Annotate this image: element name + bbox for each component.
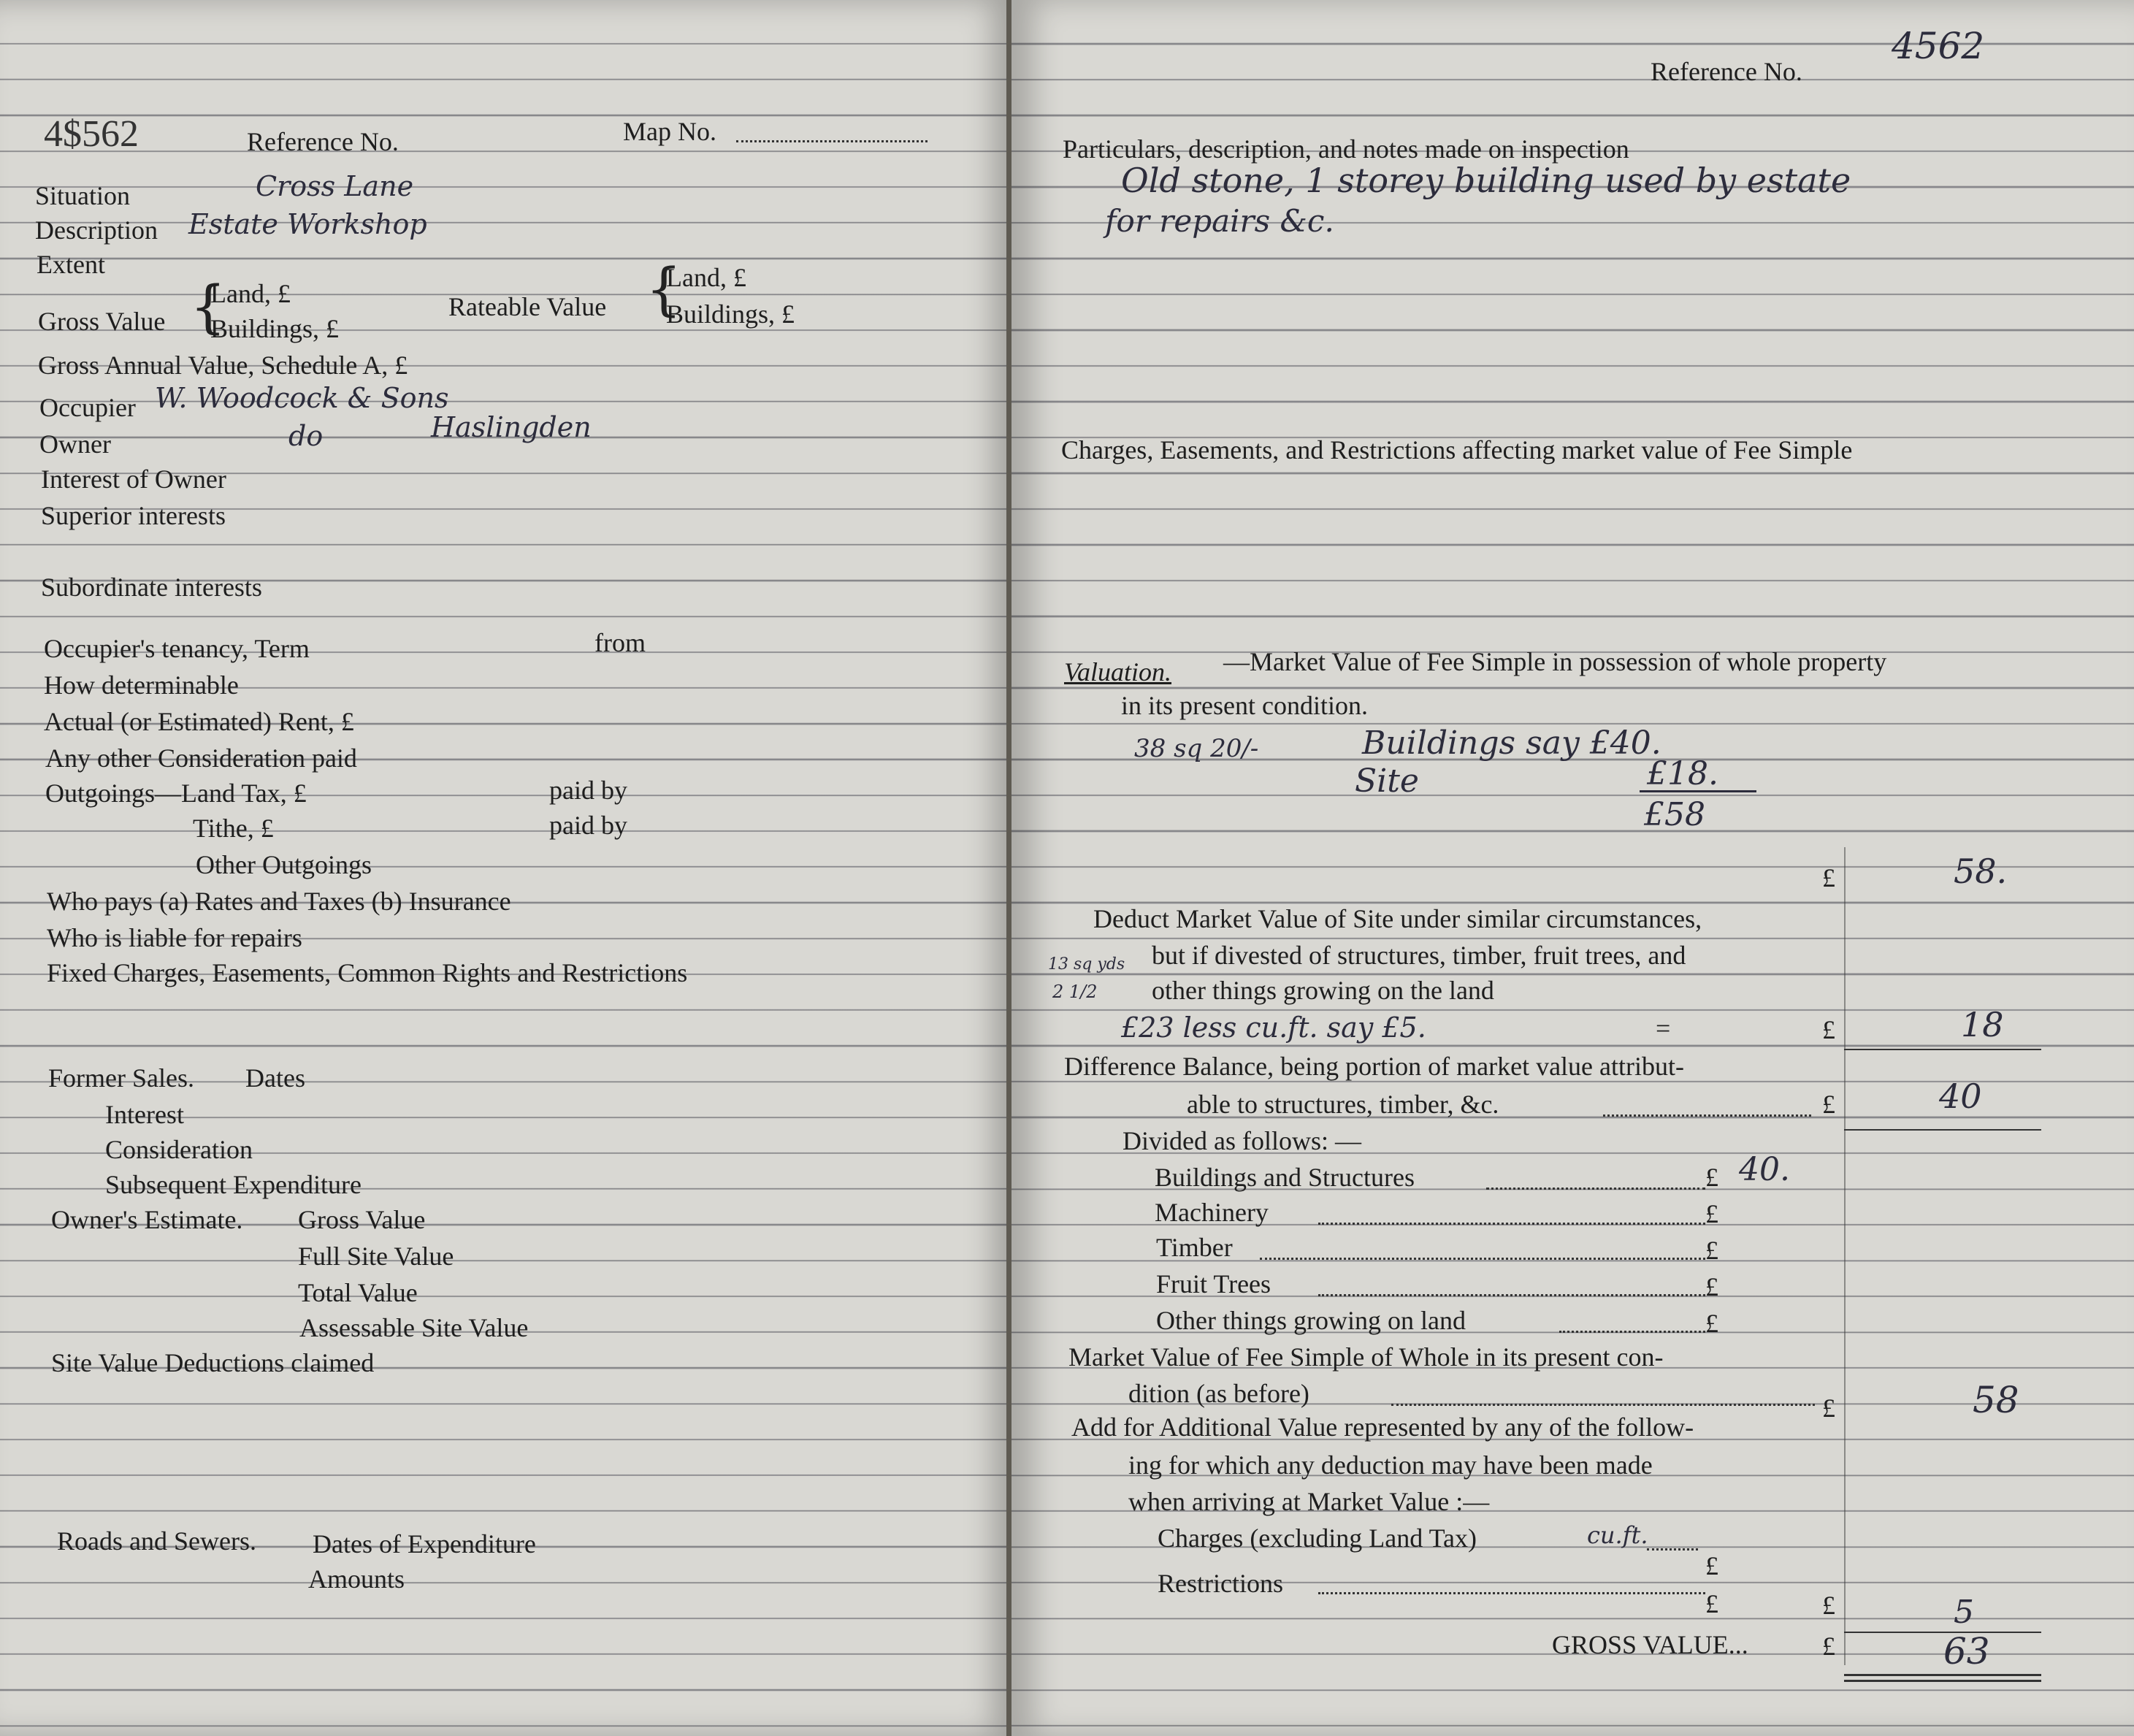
- valuation-label: Valuation.: [1064, 657, 1172, 687]
- deduct-calc: £23 less cu.ft. say £5.: [1121, 1012, 1426, 1044]
- owner-label: Owner: [39, 429, 111, 459]
- tenancy-label: Occupier's tenancy, Term: [44, 634, 310, 663]
- pound-timber: £: [1705, 1236, 1718, 1265]
- add-line1: Add for Additional Value represented by any of the follow-: [1071, 1412, 1694, 1442]
- machinery-label: Machinery: [1155, 1198, 1269, 1227]
- machinery-dots: [1318, 1223, 1705, 1225]
- pound-other-things: £: [1705, 1309, 1718, 1338]
- rent-label: Actual (or Estimated) Rent, £: [44, 707, 354, 736]
- margin-note-1: 13 sq yds: [1048, 955, 1125, 974]
- owner-value: do: [288, 420, 324, 452]
- site-value-deductions-label: Site Value Deductions claimed: [51, 1348, 375, 1377]
- calc-note: 38 sq 20/-: [1134, 734, 1259, 763]
- pound-sign-4: £: [1822, 1393, 1835, 1423]
- dates-expenditure-label: Dates of Expenditure: [313, 1529, 536, 1559]
- add-line2: ing for which any deduction may have been made: [1128, 1450, 1653, 1480]
- market-value-line1: Market Value of Fee Simple of Whole in its present con-: [1068, 1342, 1664, 1372]
- roads-sewers-label: Roads and Sewers.: [57, 1526, 256, 1556]
- divided-label: Divided as follows: —: [1123, 1126, 1361, 1155]
- description-label: Description: [35, 215, 158, 245]
- rateable-value-brace: {: [646, 257, 682, 323]
- rule-gross-1: [1844, 1674, 2041, 1676]
- rule-difference: [1844, 1129, 2041, 1131]
- value-gross-total: 63: [1943, 1630, 1990, 1672]
- pound-sign-3: £: [1822, 1090, 1835, 1119]
- estimate-gross-value-label: Gross Value: [298, 1205, 426, 1234]
- pound-restrictions-total: £: [1822, 1591, 1835, 1620]
- rateable-buildings-label: Buildings, £: [666, 299, 795, 329]
- pound-sign-1: £: [1822, 863, 1835, 892]
- timber-dots: [1260, 1258, 1705, 1260]
- rateable-value-label: Rateable Value: [448, 292, 607, 321]
- value-additional: 5: [1954, 1594, 1974, 1631]
- value-difference: 40: [1939, 1077, 1982, 1116]
- gross-buildings-label: Buildings, £: [210, 314, 340, 343]
- valuation-text-line2: in its present condition.: [1121, 691, 1368, 720]
- interest-owner-label: Interest of Owner: [41, 464, 226, 494]
- gross-land-label: Land, £: [210, 279, 291, 308]
- occupier-label: Occupier: [39, 393, 136, 422]
- difference-line2: able to structures, timber, &c.: [1187, 1090, 1499, 1119]
- subsequent-expenditure-label: Subsequent Expenditure: [105, 1170, 362, 1199]
- margin-note-2: 2 1/2: [1052, 982, 1098, 1002]
- charges-dots: [1647, 1548, 1698, 1550]
- gross-annual-label: Gross Annual Value, Schedule A, £: [38, 351, 408, 380]
- right-page: [1011, 0, 2134, 1736]
- deduct-line2: but if divested of structures, timber, fruit trees, and: [1152, 941, 1686, 970]
- particulars-note-line1: Old stone, 1 storey building used by estate: [1121, 161, 1851, 200]
- full-site-value-label: Full Site Value: [298, 1242, 454, 1271]
- assessable-site-value-label: Assessable Site Value: [299, 1313, 529, 1342]
- gross-value-brace: {: [190, 275, 226, 340]
- other-things-label: Other things growing on land: [1156, 1306, 1466, 1335]
- value-buildings: 40.: [1739, 1151, 1790, 1188]
- timber-label: Timber: [1156, 1233, 1233, 1262]
- situation-value: Cross Lane: [256, 170, 414, 202]
- who-pays-label: Who pays (a) Rates and Taxes (b) Insurance: [47, 887, 511, 916]
- difference-line1: Difference Balance, being portion of market value attribut-: [1064, 1052, 1684, 1081]
- particulars-label: Particulars, description, and notes made on inspection: [1063, 134, 1629, 164]
- rule-deduct: [1844, 1049, 2041, 1050]
- charges-excluding-label: Charges (excluding Land Tax): [1158, 1523, 1477, 1553]
- difference-dots: [1603, 1114, 1811, 1117]
- charges-easements-label: Charges, Easements, and Restrictions affecting market value of Fee Simple: [1061, 435, 1853, 464]
- total-value-label: Total Value: [298, 1278, 418, 1307]
- consideration-label: Any other Consideration paid: [45, 743, 357, 773]
- fixed-charges-label: Fixed Charges, Easements, Common Rights and Restrictions: [47, 958, 688, 987]
- extent-label: Extent: [37, 250, 105, 279]
- particulars-note-line2: for repairs &c.: [1105, 203, 1334, 239]
- other-outgoings-label: Other Outgoings: [196, 850, 372, 879]
- charges-excluding-note: cu.ft.: [1587, 1521, 1648, 1549]
- equals-sign: =: [1656, 1014, 1671, 1043]
- owner-place: Haslingden: [431, 411, 592, 443]
- tithe-label: Tithe, £: [193, 814, 274, 843]
- former-sales-label: Former Sales.: [48, 1063, 194, 1093]
- occupier-value: W. Woodcock & Sons: [155, 382, 449, 414]
- owners-estimate-label: Owner's Estimate.: [51, 1205, 243, 1234]
- fruit-trees-dots: [1318, 1294, 1705, 1296]
- description-value: Estate Workshop: [188, 208, 427, 240]
- outgoings-label: Outgoings—Land Tax, £: [45, 779, 307, 808]
- superior-interests-label: Superior interests: [41, 501, 226, 530]
- right-reference-number: 4562: [1892, 25, 1985, 67]
- former-consideration-label: Consideration: [105, 1135, 253, 1164]
- calc-total: £58: [1644, 796, 1705, 833]
- amounts-label: Amounts: [308, 1564, 405, 1594]
- market-value-dots: [1391, 1404, 1815, 1406]
- repairs-label: Who is liable for repairs: [47, 923, 302, 952]
- former-sales-dates-label: Dates: [245, 1063, 305, 1093]
- left-page: [0, 0, 1015, 1736]
- tithe-paid-by-label: paid by: [549, 811, 627, 840]
- deduct-line3: other things growing on the land: [1152, 976, 1494, 1005]
- restrictions-dots: [1318, 1592, 1705, 1594]
- gross-value-total-label: GROSS VALUE...: [1552, 1630, 1748, 1659]
- situation-label: Situation: [35, 181, 131, 210]
- pound-gross-value: £: [1822, 1632, 1835, 1661]
- other-things-dots: [1559, 1331, 1705, 1333]
- calc-site: Site: [1355, 762, 1419, 800]
- pound-column-divider: [1844, 847, 1846, 1665]
- map-number-dotted-line: [736, 140, 928, 142]
- fruit-trees-label: Fruit Trees: [1156, 1269, 1271, 1299]
- buildings-dots: [1486, 1188, 1705, 1190]
- market-value-line2: dition (as before): [1128, 1379, 1309, 1408]
- map-label: Map No.: [623, 117, 716, 146]
- gross-value-label: Gross Value: [38, 307, 166, 336]
- determinable-label: How determinable: [44, 670, 239, 700]
- pound-restrictions: £: [1705, 1589, 1718, 1618]
- rateable-land-label: Land, £: [666, 263, 746, 292]
- calc-sum-rule: [1640, 790, 1756, 792]
- former-interest-label: Interest: [105, 1100, 184, 1129]
- land-tax-paid-by-label: paid by: [549, 776, 627, 805]
- calc-site-value: £18.: [1647, 755, 1718, 792]
- value-market-whole: 58.: [1954, 852, 2008, 891]
- restrictions-label: Restrictions: [1158, 1569, 1283, 1598]
- reference-label: Reference No.: [247, 127, 399, 156]
- value-market-before: 58: [1973, 1379, 2019, 1421]
- rule-additional: [1844, 1632, 2041, 1633]
- right-reference-label: Reference No.: [1651, 57, 1802, 86]
- reference-number-stamp: 4$562: [44, 113, 139, 155]
- pound-fruit-trees: £: [1705, 1272, 1718, 1301]
- valuation-text: —Market Value of Fee Simple in possession of whole property: [1223, 647, 1887, 676]
- subordinate-interests-label: Subordinate interests: [41, 573, 262, 602]
- pound-charges: £: [1705, 1551, 1718, 1580]
- pound-sign-2: £: [1822, 1015, 1835, 1044]
- value-site-deduct: 18: [1961, 1005, 2004, 1044]
- buildings-structures-label: Buildings and Structures: [1155, 1163, 1415, 1192]
- deduct-line1: Deduct Market Value of Site under similar circumstances,: [1093, 904, 1702, 933]
- from-label: from: [594, 628, 646, 657]
- pound-machinery: £: [1705, 1199, 1718, 1228]
- calc-buildings: Buildings say £40.: [1362, 724, 1661, 762]
- pound-buildings: £: [1705, 1163, 1718, 1192]
- rule-gross-2: [1844, 1680, 2041, 1682]
- add-line3: when arriving at Market Value :—: [1128, 1487, 1490, 1516]
